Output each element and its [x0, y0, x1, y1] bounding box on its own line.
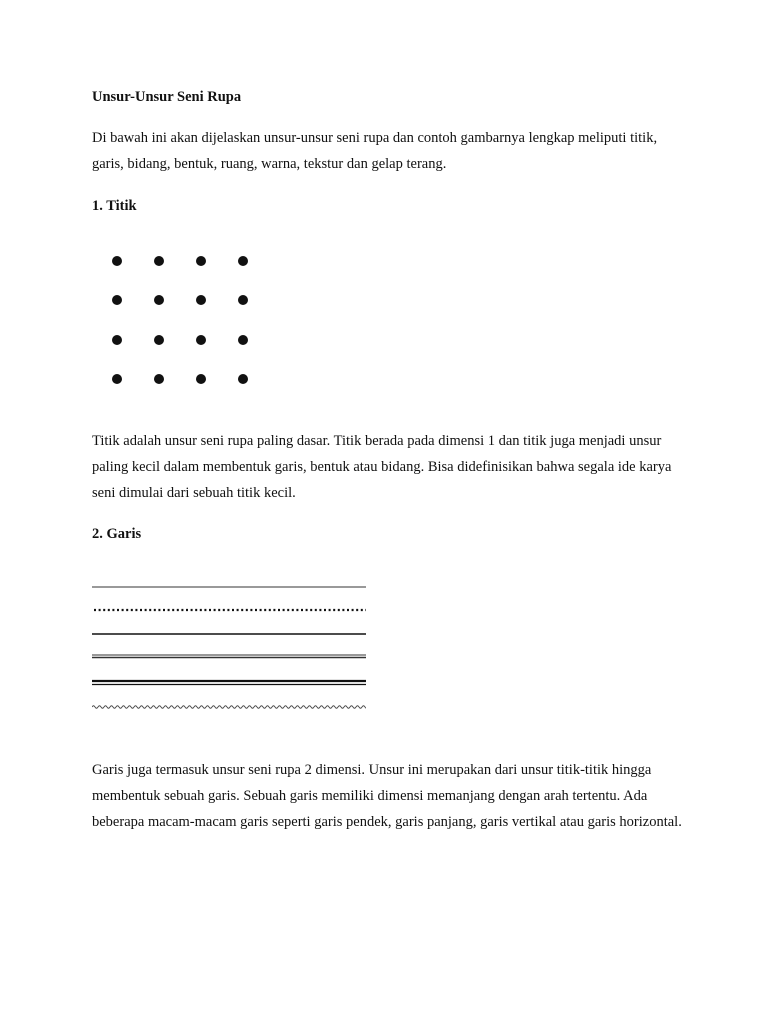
dot	[238, 335, 248, 345]
section-heading-titik: 1. Titik	[92, 198, 137, 214]
dot-grid-figure	[112, 256, 258, 392]
garis-paragraph: Garis juga termasuk unsur seni rupa 2 dimensi. Unsur ini merupakan dari unsur titik-titik hingga membentuk sebuah garis. Sebuah garis memiliki dimensi memanjang dengan arah tertentu. Ada beberapa macam-macam garis seperti garis pendek, garis panjang, garis vertikal atau garis horizontal.	[92, 762, 682, 830]
dot	[196, 335, 206, 345]
dot	[196, 374, 206, 384]
dot	[154, 335, 164, 345]
dot	[154, 374, 164, 384]
dot	[112, 256, 122, 266]
dot	[238, 295, 248, 305]
dot	[112, 374, 122, 384]
document-title: Unsur-Unsur Seni Rupa	[92, 89, 242, 105]
section-heading-garis: 2. Garis	[92, 526, 142, 542]
line-samples-figure	[92, 580, 366, 715]
dot	[196, 256, 206, 266]
dot	[154, 295, 164, 305]
dot	[112, 335, 122, 345]
dot	[238, 256, 248, 266]
dot	[196, 295, 206, 305]
dot	[112, 295, 122, 305]
dot	[238, 374, 248, 384]
wavy-line-sample	[92, 706, 366, 709]
dot	[154, 256, 164, 266]
titik-paragraph: Titik adalah unsur seni rupa paling dasar. Titik berada pada dimensi 1 dan titik juga menjadi unsur paling kecil dalam membentuk garis, bentuk atau bidang. Bisa didefinisikan bahwa segala ide karya seni dimulai dari sebuah titik kecil.	[92, 433, 672, 501]
intro-paragraph: Di bawah ini akan dijelaskan unsur-unsur seni rupa dan contoh gambarnya lengkap meliputi titik, garis, bidang, bentuk, ruang, warna, tekstur dan gelap terang.	[92, 130, 658, 172]
